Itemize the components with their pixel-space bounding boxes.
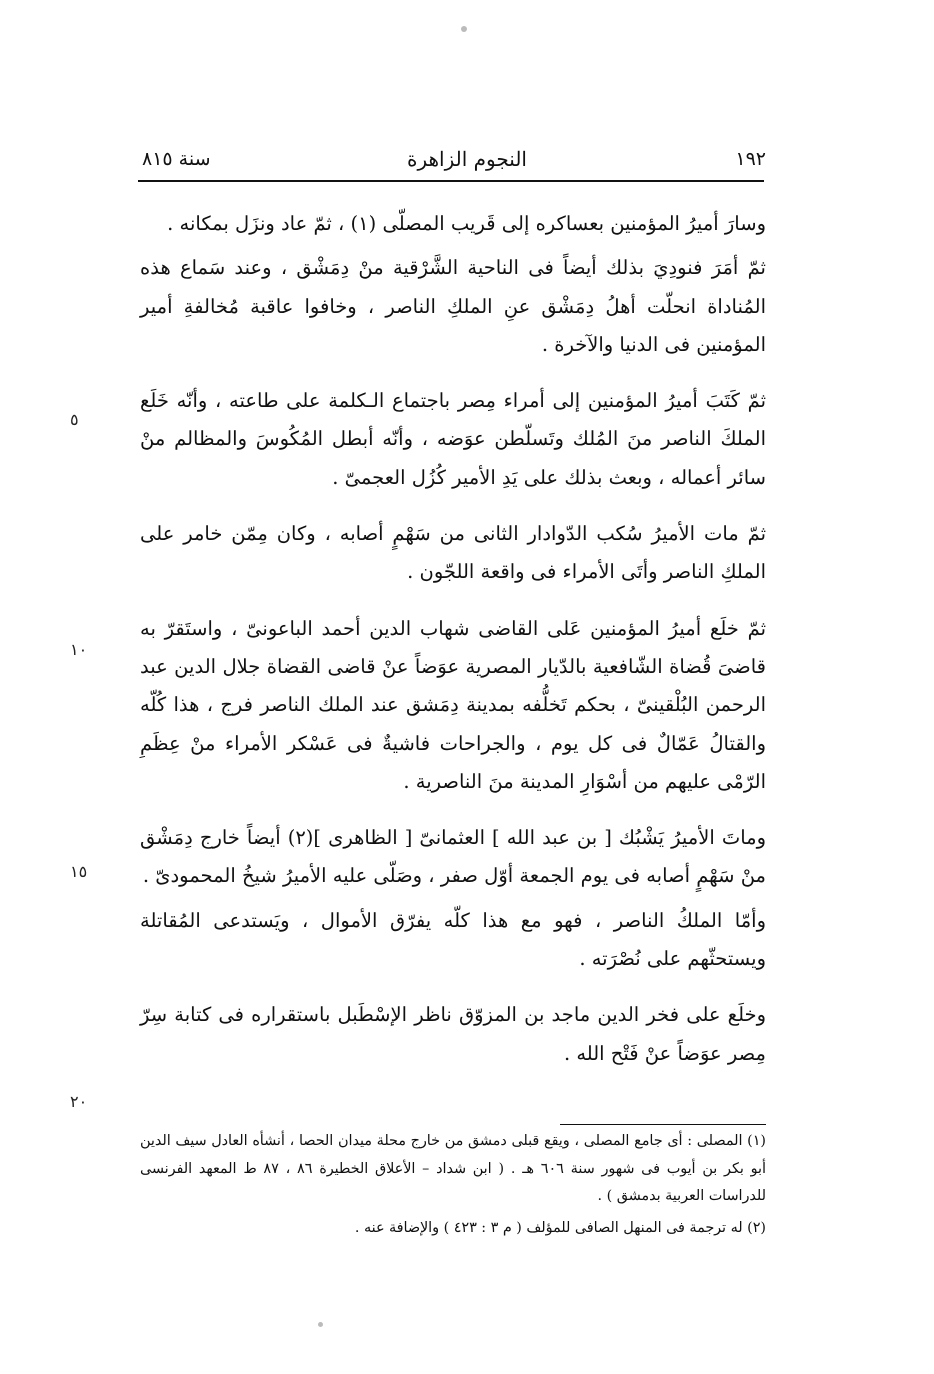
footnote-rule bbox=[560, 1124, 766, 1125]
paragraph: وخلَع على فخر الدين ماجد بن المزوّق ناظر الإسْطَبل باستقراره فى كتابة سِرّ مِصر عوَضاً عنْ فَتْح الله . bbox=[140, 1003, 766, 1065]
main-text bbox=[140, 205, 766, 1079]
footnote: (٢) له ترجمة فى المنهل الصافى للمؤلف ( م ٣ : ٤٢٣ ) والإضافة عنه . bbox=[354, 1219, 766, 1236]
paragraph: ثمّ أمَرَ فنودِيَ بذلك أيضاً فى الناحية الشَّرْقية منْ دِمَشْق ، وعند سَماع هذه المُناداة انحلّت أهلُ دِمَشْق عنِ الملكِ الناصر ، وخافوا عاقبة مُخالفةِ أمير المؤمنين فى الدنيا والآخرة . bbox=[140, 256, 766, 356]
footnote: (١) المصلى : أى جامع المصلى ، ويقع قبلى دمشق من خارج محلة ميدان الحصا ، أنشأه العادل سيف الدين أبو بكر بن أيوب فى شهور سنة ٦٠٦ هـ . ( ابن شداد – الأعلاق الخطيرة ٨٦ ، ٨٧ ط المعهد الفرنسى للدراسات العربية بدمشق ) . bbox=[140, 1133, 766, 1204]
line-number: ٢٠ bbox=[70, 1092, 88, 1111]
line-number: ١٥ bbox=[70, 862, 88, 881]
line-number: ١٠ bbox=[70, 640, 88, 659]
paragraph: وسارَ أميرُ المؤمنين بعساكره إلى قَريب المصلّى (١) ، ثمّ عاد ونزَل بمكانه . bbox=[167, 212, 766, 235]
header-rule bbox=[138, 180, 764, 182]
paragraph: وماتَ الأميرُ يَشْبُك [ بن عبد الله ] العثمانىّ [ الظاهرى ](٢) أيضاً خارج دِمَشْق منْ سَهْمٍ أصابه فى يوم الجمعة أوّل صفر ، وصَلّى عليه الأميرُ شيخُ المحمودىّ . bbox=[140, 826, 766, 888]
paragraph: ثمّ كَتَبَ أميرُ المؤمنين إلى أمراء مِصر باجتماع الـكلمة على طاعته ، وأنّه خَلَع الملكَ الناصر منَ المُلك وتَسلّطن عوَضه ، وأنّه أبطل المُكُوسَ والمظالم منْ سائر أعماله ، وبعث بذلك على يَدِ الأمير كُزُل العجمىّ . bbox=[140, 389, 766, 489]
running-year: سنة ٨١٥ bbox=[142, 148, 211, 170]
paragraph: وأمّا الملكُ الناصر ، فهو مع هذا كلّه يفرّق الأموال ، ويَستدعى المُقاتلة ويستحثّهم على نُصْرَته . bbox=[140, 908, 766, 971]
page-number: ١٩٢ bbox=[735, 148, 766, 170]
footnotes bbox=[140, 1128, 766, 1246]
paragraph: ثمّ خلَع أميرُ المؤمنين عَلى القاضى شهاب الدين أحمد الباعونىّ ، واستَقرّ به قاضىَ قُضاة الشّافعية بالدّيار المصرية عوَضاً عنْ قاضى القضاة جلال الدين عبد الرحمن البُلْقينىّ ، بحكم تَخلُّفه بمدينة دِمَشق عند الملك الناصر فرج ، هذا كُلّه والقتالُ عَمّالٌ فى كل يوم ، والجراحات فاشيةٌ فى عَسْكر الأمراء منْ عِظَمِ الرّمْى عليهم من أسْوَارِ المدينة منَ الناصرية . bbox=[140, 616, 766, 793]
scan-mark bbox=[318, 1322, 323, 1327]
line-number: ٥ bbox=[70, 410, 79, 429]
paragraph: ثمّ مات الأميرُ سُكب الدّوادار الثانى من سَهْمٍ أصابه ، وكان مِمّن خامر على الملكِ الناصر وأتَى الأمراء فى واقعة اللجّون . bbox=[140, 522, 766, 584]
running-title: النجوم الزاهرة bbox=[407, 147, 527, 171]
scan-mark bbox=[461, 26, 467, 32]
